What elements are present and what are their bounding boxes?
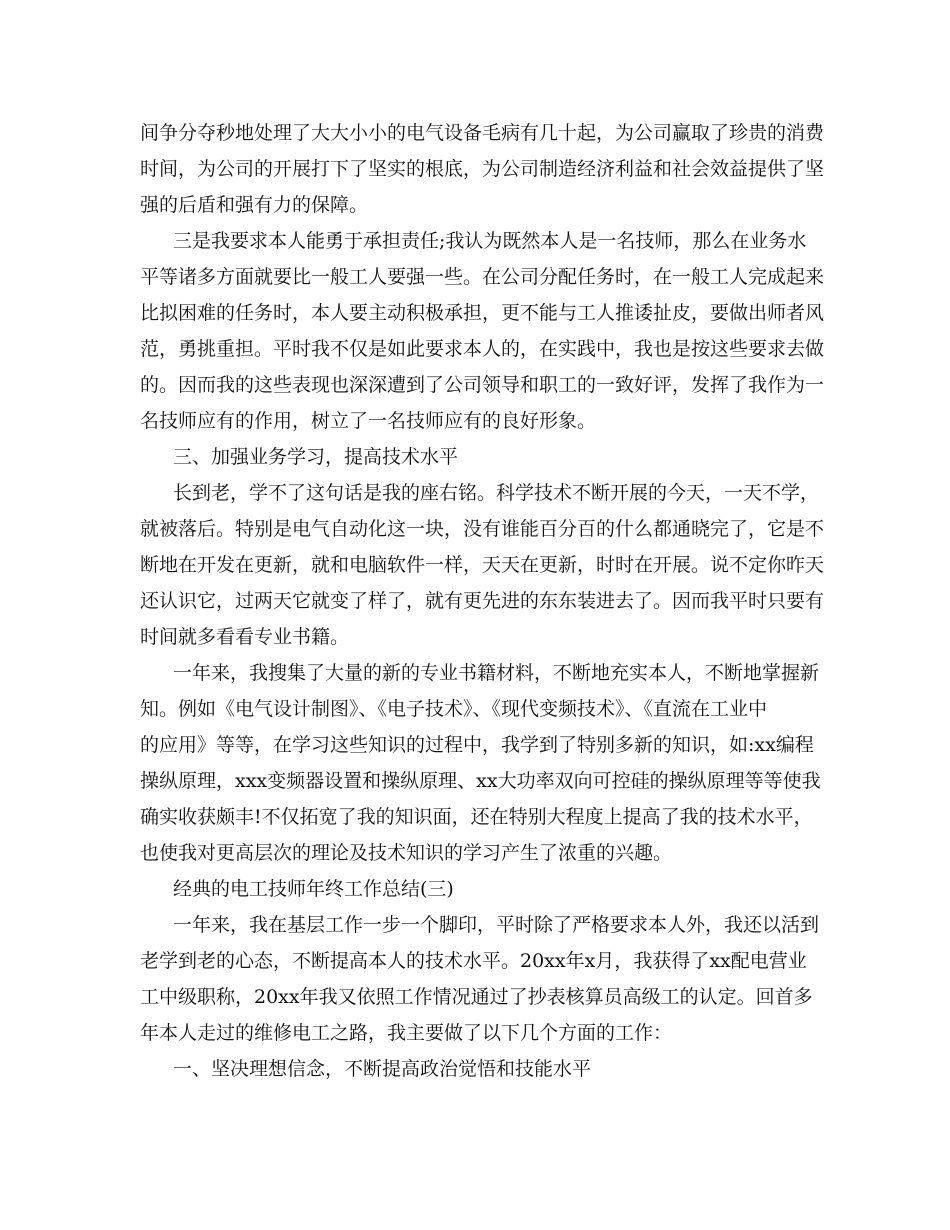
- section-heading: 三、加强业务学习，提高技术水平: [173, 446, 459, 468]
- text-line: 的。因而我的这些表现也深深遭到了公司领导和职工的一致好评，发挥了我作为一: [140, 374, 825, 396]
- text-line: 的应用》等等，在学习这些知识的过程中，我学到了特别多新的知识，如:xx编程: [140, 734, 814, 756]
- text-line: 平等诸多方面就要比一般工人要强一些。在公司分配任务时，在一般工人完成起来: [140, 266, 825, 288]
- text-line: 也使我对更高层次的理论及技术知识的学习产生了浓重的兴趣。: [140, 842, 673, 864]
- section-heading: 一、坚决理想信念，不断提高政治觉悟和技能水平: [173, 1058, 592, 1080]
- text-line: 知。例如《电气设计制图》、《电子技术》、《现代变频技术》、《直流在工业中: [140, 698, 768, 720]
- paragraph-first-line: 长到老，学不了这句话是我的座右铭。科学技术不断开展的今天，一天不学，: [173, 482, 820, 504]
- text-line: 强的后盾和强有力的保障。: [140, 194, 369, 216]
- text-line: 比拟困难的任务时，本人要主动积极承担，更不能与工人推诿扯皮，要做出师者风: [140, 302, 825, 324]
- text-line: 老学到老的心态，不断提高本人的技术水平。20xx年x月，我获得了xx配电营业: [140, 950, 807, 972]
- text-line: 范，勇挑重担。平时我不仅是如此要求本人的，在实践中，我也是按这些要求去做: [140, 338, 825, 360]
- text-line: 时间就多看看专业书籍。: [140, 626, 350, 648]
- text-line: 时间，为公司的开展打下了坚实的根底，为公司制造经济利益和社会效益提供了坚: [140, 158, 825, 180]
- text-line: 确实收获颇丰!不仅拓宽了我的知识面，还在特别大程度上提高了我的技术水平，: [140, 806, 813, 828]
- text-line: 名技师应有的作用，树立了一名技师应有的良好形象。: [140, 410, 597, 432]
- document-body: [140, 115, 825, 1087]
- document-subtitle: 经典的电工技师年终工作总结(三): [173, 878, 454, 900]
- text-line: 工中级职称，20xx年我又依照工作情况通过了抄表核算员高级工的认定。回首多: [140, 986, 813, 1008]
- paragraph-first-line: 三是我要求本人能勇于承担责任;我认为既然本人是一名技师，那么在业务水: [173, 230, 807, 252]
- paragraph-first-line: 一年来，我搜集了大量的新的专业书籍材料，不断地充实本人，不断地掌握新: [173, 662, 820, 684]
- text-line: 还认识它，过两天它就变了样了，就有更先进的东东装进去了。因而我平时只要有: [140, 590, 825, 612]
- text-line: 就被落后。特别是电气自动化这一块，没有谁能百分百的什么都通晓完了，它是不: [140, 518, 825, 540]
- paragraph-first-line: 一年来，我在基层工作一步一个脚印，平时除了严格要求本人外，我还以活到: [173, 914, 820, 936]
- text-line: 操纵原理，xxx变频器设置和操纵原理、xx大功率双向可控硅的操纵原理等等使我: [140, 770, 821, 792]
- text-line: 断地在开发在更新，就和电脑软件一样，天天在更新，时时在开展。说不定你昨天: [140, 554, 825, 576]
- text-line: 年本人走过的维修电工之路，我主要做了以下几个方面的工作：: [140, 1022, 673, 1044]
- text-line: 间争分夺秒地处理了大大小小的电气设备毛病有几十起，为公司赢取了珍贵的消费: [140, 122, 825, 144]
